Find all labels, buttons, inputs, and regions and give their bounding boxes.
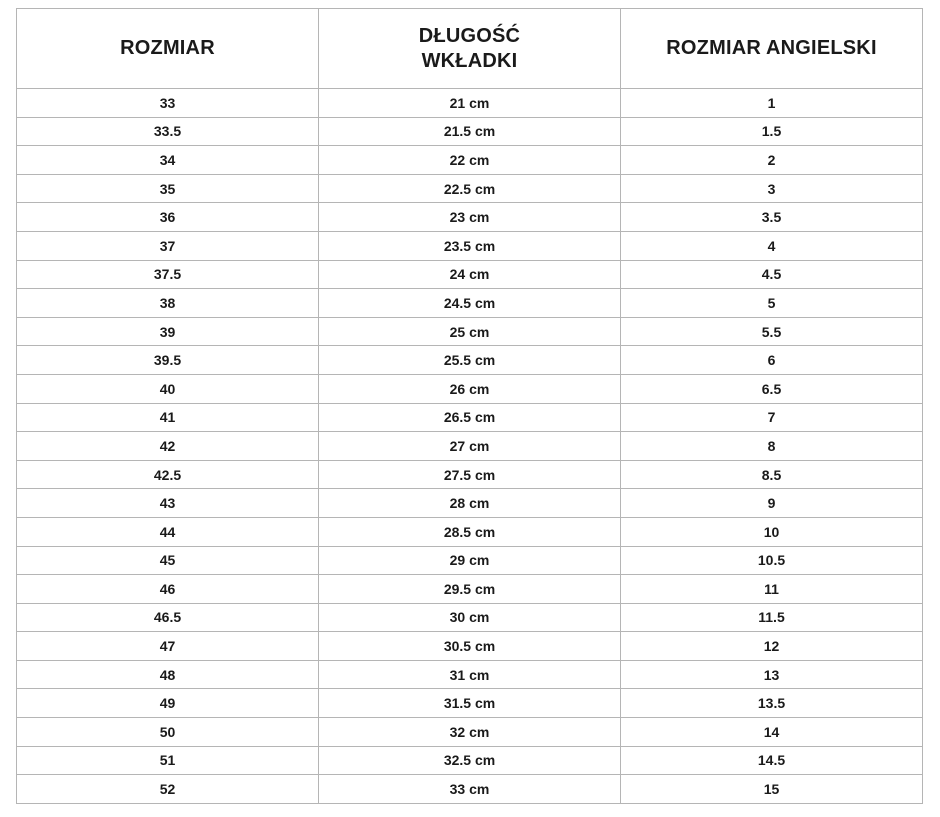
cell-dlugosc-wkladki: 29 cm <box>319 546 621 575</box>
table-row <box>17 289 923 318</box>
cell-rozmiar: 49 <box>17 689 319 718</box>
cell-dlugosc-wkladki: 23.5 cm <box>319 231 621 260</box>
cell-dlugosc-wkladki: 22.5 cm <box>319 174 621 203</box>
cell-rozmiar-angielski: 14.5 <box>621 746 923 775</box>
table-row <box>17 660 923 689</box>
table-row <box>17 374 923 403</box>
cell-rozmiar-angielski: 13.5 <box>621 689 923 718</box>
cell-dlugosc-wkladki: 26 cm <box>319 374 621 403</box>
cell-rozmiar: 38 <box>17 289 319 318</box>
cell-rozmiar: 42 <box>17 432 319 461</box>
header-dlugosc-line1: DŁUGOŚĆ <box>418 24 521 47</box>
table-row <box>17 231 923 260</box>
cell-dlugosc-wkladki: 25.5 cm <box>319 346 621 375</box>
cell-rozmiar: 51 <box>17 746 319 775</box>
cell-dlugosc-wkladki: 21 cm <box>319 89 621 118</box>
cell-dlugosc-wkladki: 27 cm <box>319 432 621 461</box>
cell-rozmiar: 33.5 <box>17 117 319 146</box>
cell-rozmiar: 35 <box>17 174 319 203</box>
cell-rozmiar: 41 <box>17 403 319 432</box>
table-row <box>17 346 923 375</box>
cell-rozmiar-angielski: 4 <box>621 231 923 260</box>
table-row <box>17 260 923 289</box>
table-row <box>17 632 923 661</box>
table-row <box>17 746 923 775</box>
header-rozmiar-angielski <box>621 9 923 89</box>
cell-dlugosc-wkladki: 26.5 cm <box>319 403 621 432</box>
cell-rozmiar-angielski: 14 <box>621 718 923 747</box>
cell-dlugosc-wkladki: 30.5 cm <box>319 632 621 661</box>
cell-rozmiar-angielski: 5 <box>621 289 923 318</box>
cell-rozmiar: 39 <box>17 317 319 346</box>
cell-rozmiar-angielski: 1.5 <box>621 117 923 146</box>
table-row <box>17 489 923 518</box>
cell-rozmiar-angielski: 13 <box>621 660 923 689</box>
cell-rozmiar: 40 <box>17 374 319 403</box>
cell-rozmiar: 50 <box>17 718 319 747</box>
cell-rozmiar: 34 <box>17 146 319 175</box>
table-row <box>17 117 923 146</box>
cell-rozmiar: 43 <box>17 489 319 518</box>
header-rozmiar-angielski-text: ROZMIAR ANGIELSKI <box>666 37 877 59</box>
cell-dlugosc-wkladki: 27.5 cm <box>319 460 621 489</box>
cell-rozmiar: 39.5 <box>17 346 319 375</box>
table-row <box>17 575 923 604</box>
cell-rozmiar-angielski: 7 <box>621 403 923 432</box>
cell-dlugosc-wkladki: 23 cm <box>319 203 621 232</box>
table-row <box>17 89 923 118</box>
cell-rozmiar: 46 <box>17 575 319 604</box>
size-chart-table <box>16 8 923 804</box>
header-rozmiar-text: ROZMIAR <box>120 37 215 59</box>
cell-dlugosc-wkladki: 24.5 cm <box>319 289 621 318</box>
table-row <box>17 174 923 203</box>
cell-rozmiar-angielski: 15 <box>621 775 923 804</box>
cell-dlugosc-wkladki: 28 cm <box>319 489 621 518</box>
cell-rozmiar-angielski: 2 <box>621 146 923 175</box>
table-row <box>17 546 923 575</box>
cell-rozmiar-angielski: 10.5 <box>621 546 923 575</box>
cell-dlugosc-wkladki: 24 cm <box>319 260 621 289</box>
cell-rozmiar: 45 <box>17 546 319 575</box>
cell-rozmiar: 52 <box>17 775 319 804</box>
table-row <box>17 603 923 632</box>
table-row <box>17 689 923 718</box>
cell-dlugosc-wkladki: 33 cm <box>319 775 621 804</box>
cell-rozmiar-angielski: 10 <box>621 517 923 546</box>
cell-rozmiar: 37.5 <box>17 260 319 289</box>
cell-rozmiar: 37 <box>17 231 319 260</box>
cell-dlugosc-wkladki: 31 cm <box>319 660 621 689</box>
cell-dlugosc-wkladki: 30 cm <box>319 603 621 632</box>
table-row <box>17 317 923 346</box>
table-row <box>17 775 923 804</box>
header-rozmiar <box>17 9 319 89</box>
table-row <box>17 146 923 175</box>
cell-rozmiar-angielski: 4.5 <box>621 260 923 289</box>
cell-dlugosc-wkladki: 22 cm <box>319 146 621 175</box>
cell-rozmiar-angielski: 9 <box>621 489 923 518</box>
cell-dlugosc-wkladki: 29.5 cm <box>319 575 621 604</box>
cell-rozmiar: 48 <box>17 660 319 689</box>
cell-rozmiar: 47 <box>17 632 319 661</box>
header-dlugosc-line2: WKŁADKI <box>421 49 518 72</box>
table-row <box>17 718 923 747</box>
cell-rozmiar-angielski: 12 <box>621 632 923 661</box>
table-row <box>17 432 923 461</box>
table-body <box>17 89 923 804</box>
cell-rozmiar: 44 <box>17 517 319 546</box>
cell-rozmiar-angielski: 3 <box>621 174 923 203</box>
cell-rozmiar-angielski: 6.5 <box>621 374 923 403</box>
cell-rozmiar-angielski: 3.5 <box>621 203 923 232</box>
cell-rozmiar-angielski: 11.5 <box>621 603 923 632</box>
table-row <box>17 203 923 232</box>
cell-rozmiar: 33 <box>17 89 319 118</box>
cell-dlugosc-wkladki: 28.5 cm <box>319 517 621 546</box>
cell-dlugosc-wkladki: 32.5 cm <box>319 746 621 775</box>
table-row <box>17 403 923 432</box>
table-header <box>17 9 923 89</box>
cell-dlugosc-wkladki: 25 cm <box>319 317 621 346</box>
cell-rozmiar-angielski: 8.5 <box>621 460 923 489</box>
cell-dlugosc-wkladki: 21.5 cm <box>319 117 621 146</box>
cell-rozmiar-angielski: 1 <box>621 89 923 118</box>
cell-rozmiar: 46.5 <box>17 603 319 632</box>
cell-dlugosc-wkladki: 31.5 cm <box>319 689 621 718</box>
cell-dlugosc-wkladki: 32 cm <box>319 718 621 747</box>
header-dlugosc-wkladki <box>319 9 621 89</box>
cell-rozmiar: 36 <box>17 203 319 232</box>
header-row <box>17 9 923 89</box>
cell-rozmiar-angielski: 11 <box>621 575 923 604</box>
table-row <box>17 460 923 489</box>
cell-rozmiar-angielski: 8 <box>621 432 923 461</box>
cell-rozmiar-angielski: 5.5 <box>621 317 923 346</box>
cell-rozmiar: 42.5 <box>17 460 319 489</box>
cell-rozmiar-angielski: 6 <box>621 346 923 375</box>
table-row <box>17 517 923 546</box>
